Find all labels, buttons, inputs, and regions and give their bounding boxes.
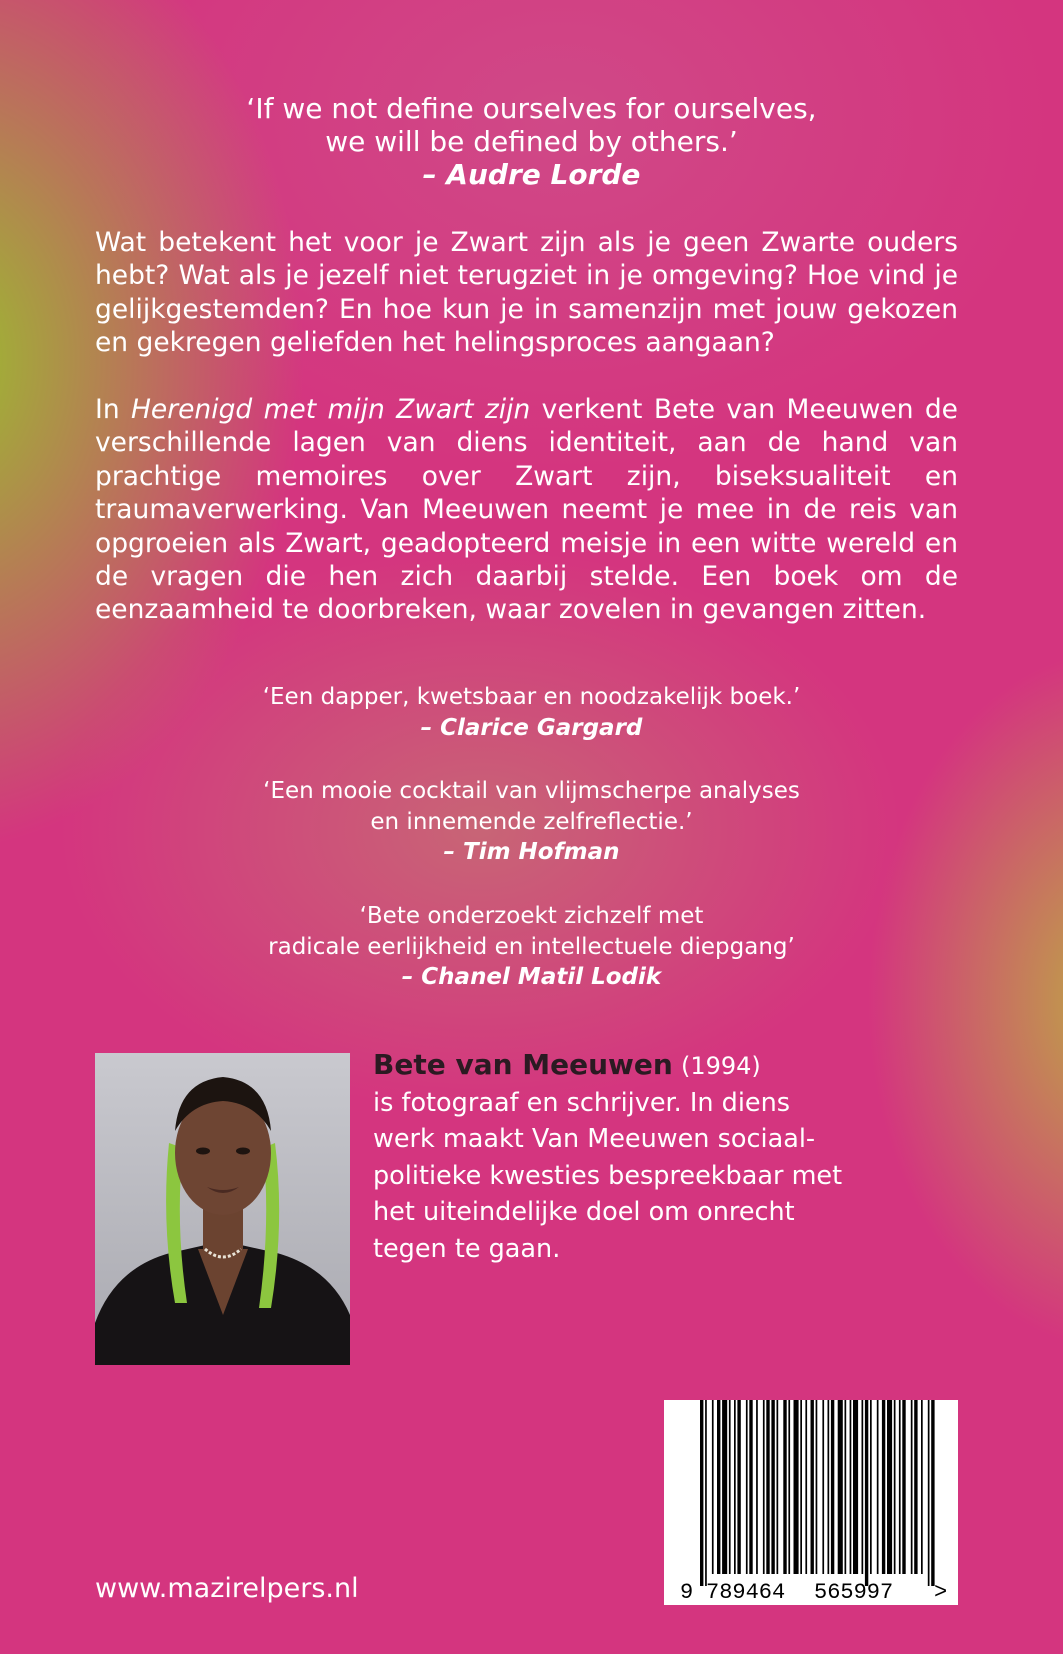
barcode-bar [838, 1400, 843, 1574]
barcode-digit-lead: 9 [680, 1580, 694, 1605]
barcode-bars [664, 1400, 958, 1605]
barcode-bar [766, 1400, 769, 1574]
barcode-bar [921, 1400, 923, 1574]
author-photo [95, 1053, 350, 1365]
barcode-bar [700, 1400, 703, 1586]
barcode-bar [800, 1400, 802, 1574]
barcode-bar [828, 1400, 830, 1574]
author-birth-year: (1994) [680, 1052, 761, 1080]
barcode-bar [931, 1400, 934, 1586]
blurb-paragraph-1: Wat betekent het voor je Zwart zijn als je geen Zwarte ouders hebt? Wat als je jezelf niet terugziet in je omgeving? Hoe vind je gelijkgestemden? En hoe kun je in samenzijn met jouw gekozen en gekregen geliefden het helingsproces aangaan? [95, 227, 958, 359]
barcode-digits-left: 789464 [706, 1580, 786, 1605]
barcode-bar [734, 1400, 736, 1574]
barcode-digits-right: 565997 [814, 1580, 894, 1605]
review-quote-2-author: – Tim Hofman [443, 839, 620, 865]
barcode-bar [899, 1400, 901, 1574]
barcode-bar [746, 1400, 748, 1574]
review-quote-3-line-1: ‘Bete onderzoekt zichzelf met [359, 903, 704, 929]
barcode-bar [705, 1400, 707, 1586]
barcode-bar [805, 1400, 807, 1574]
isbn-barcode [664, 1400, 958, 1605]
review-quote-1-author: – Clarice Gargard [420, 714, 643, 741]
barcode-bar [831, 1400, 834, 1574]
barcode-bar [911, 1400, 913, 1574]
barcode-quiet-zone-mark: > [934, 1580, 948, 1605]
book-title: Herenigd met mijn Zwart zijn [130, 394, 531, 425]
epigraph-author: – Audre Lorde [422, 158, 641, 191]
barcode-bar [737, 1400, 740, 1574]
review-quote-1 [0, 682, 1063, 743]
barcode-bar [811, 1400, 814, 1574]
review-quote-3 [0, 901, 1063, 993]
barcode-bar [712, 1400, 714, 1574]
barcode-bar [914, 1400, 917, 1574]
review-quote-3-line-2: radicale eerlijkheid en intellectuele diepgang’ [268, 933, 795, 960]
blurb-p2-post: verkent Bete van Meeuwen de verschillende lagen van diens identiteit, aan de hand van prachtige memoires over Zwart zijn, biseksualiteit en traumaverwerking. Van Meeuwen neemt je mee in de reis van opgroeien als Zwart, geadopteerd meisje in een witte wereld en de vragen die hen zich daarbij stelde. Een boek om de eenzaamheid te doorbreken, waar zovelen in gevangen zitten. [95, 394, 958, 626]
author-bio-text: is fotograaf en schrijver. In diens werk maakt Van Meeuwen sociaal-politieke kwesties bespreekbaar met het uiteindelijke doel om onrecht tegen te gaan. [373, 1087, 843, 1264]
blurb-paragraph-2 [95, 393, 958, 627]
author-bio [373, 1047, 843, 1267]
barcode-bar [870, 1400, 872, 1574]
barcode-bar [865, 1400, 868, 1586]
epigraph-line-1: ‘If we not define ourselves for ourselves, [246, 92, 817, 125]
barcode-bar [763, 1400, 765, 1574]
barcode-bar [902, 1400, 905, 1574]
barcode-bar [783, 1400, 786, 1574]
barcode-bar [894, 1400, 896, 1574]
barcode-bar [928, 1400, 930, 1586]
barcode-bar [771, 1400, 774, 1574]
barcode-bar [887, 1400, 892, 1574]
barcode-bar [853, 1400, 858, 1574]
barcode-bar [722, 1400, 727, 1574]
barcode-bar [845, 1400, 847, 1574]
barcode-bar [794, 1400, 799, 1574]
blurb-p2-pre: In [95, 394, 131, 425]
barcode-bar [749, 1400, 752, 1574]
barcode-bar [816, 1400, 818, 1574]
barcode-bar [822, 1400, 824, 1574]
epigraph [0, 92, 1063, 191]
barcode-bar [717, 1400, 720, 1574]
barcode-bar [882, 1400, 885, 1574]
review-quote-2-line-1: ‘Een mooie cocktail van vlijmscherpe analyses [263, 778, 800, 804]
epigraph-line-2: we will be defined by others.’ [325, 125, 738, 158]
author-name: Bete van Meeuwen [373, 1048, 673, 1081]
barcode-bar [850, 1400, 852, 1574]
review-quote-2 [0, 776, 1063, 868]
barcode-bar [777, 1400, 779, 1574]
review-quote-3-author: – Chanel Matil Lodik [401, 964, 662, 990]
review-quote-1-line-1: ‘Een dapper, kwetsbaar en noodzakelijk boek.’ [262, 684, 801, 710]
publisher-website[interactable]: www.mazirelpers.nl [95, 1573, 359, 1604]
review-quote-2-line-2: en innemende zelfreflectie.’ [370, 808, 693, 835]
barcode-bar [877, 1400, 879, 1574]
barcode-bar [862, 1400, 864, 1574]
barcode-bar [756, 1400, 758, 1574]
barcode-bar [729, 1400, 731, 1574]
author-portrait-illustration [95, 1053, 350, 1365]
barcode-bar [788, 1400, 790, 1574]
